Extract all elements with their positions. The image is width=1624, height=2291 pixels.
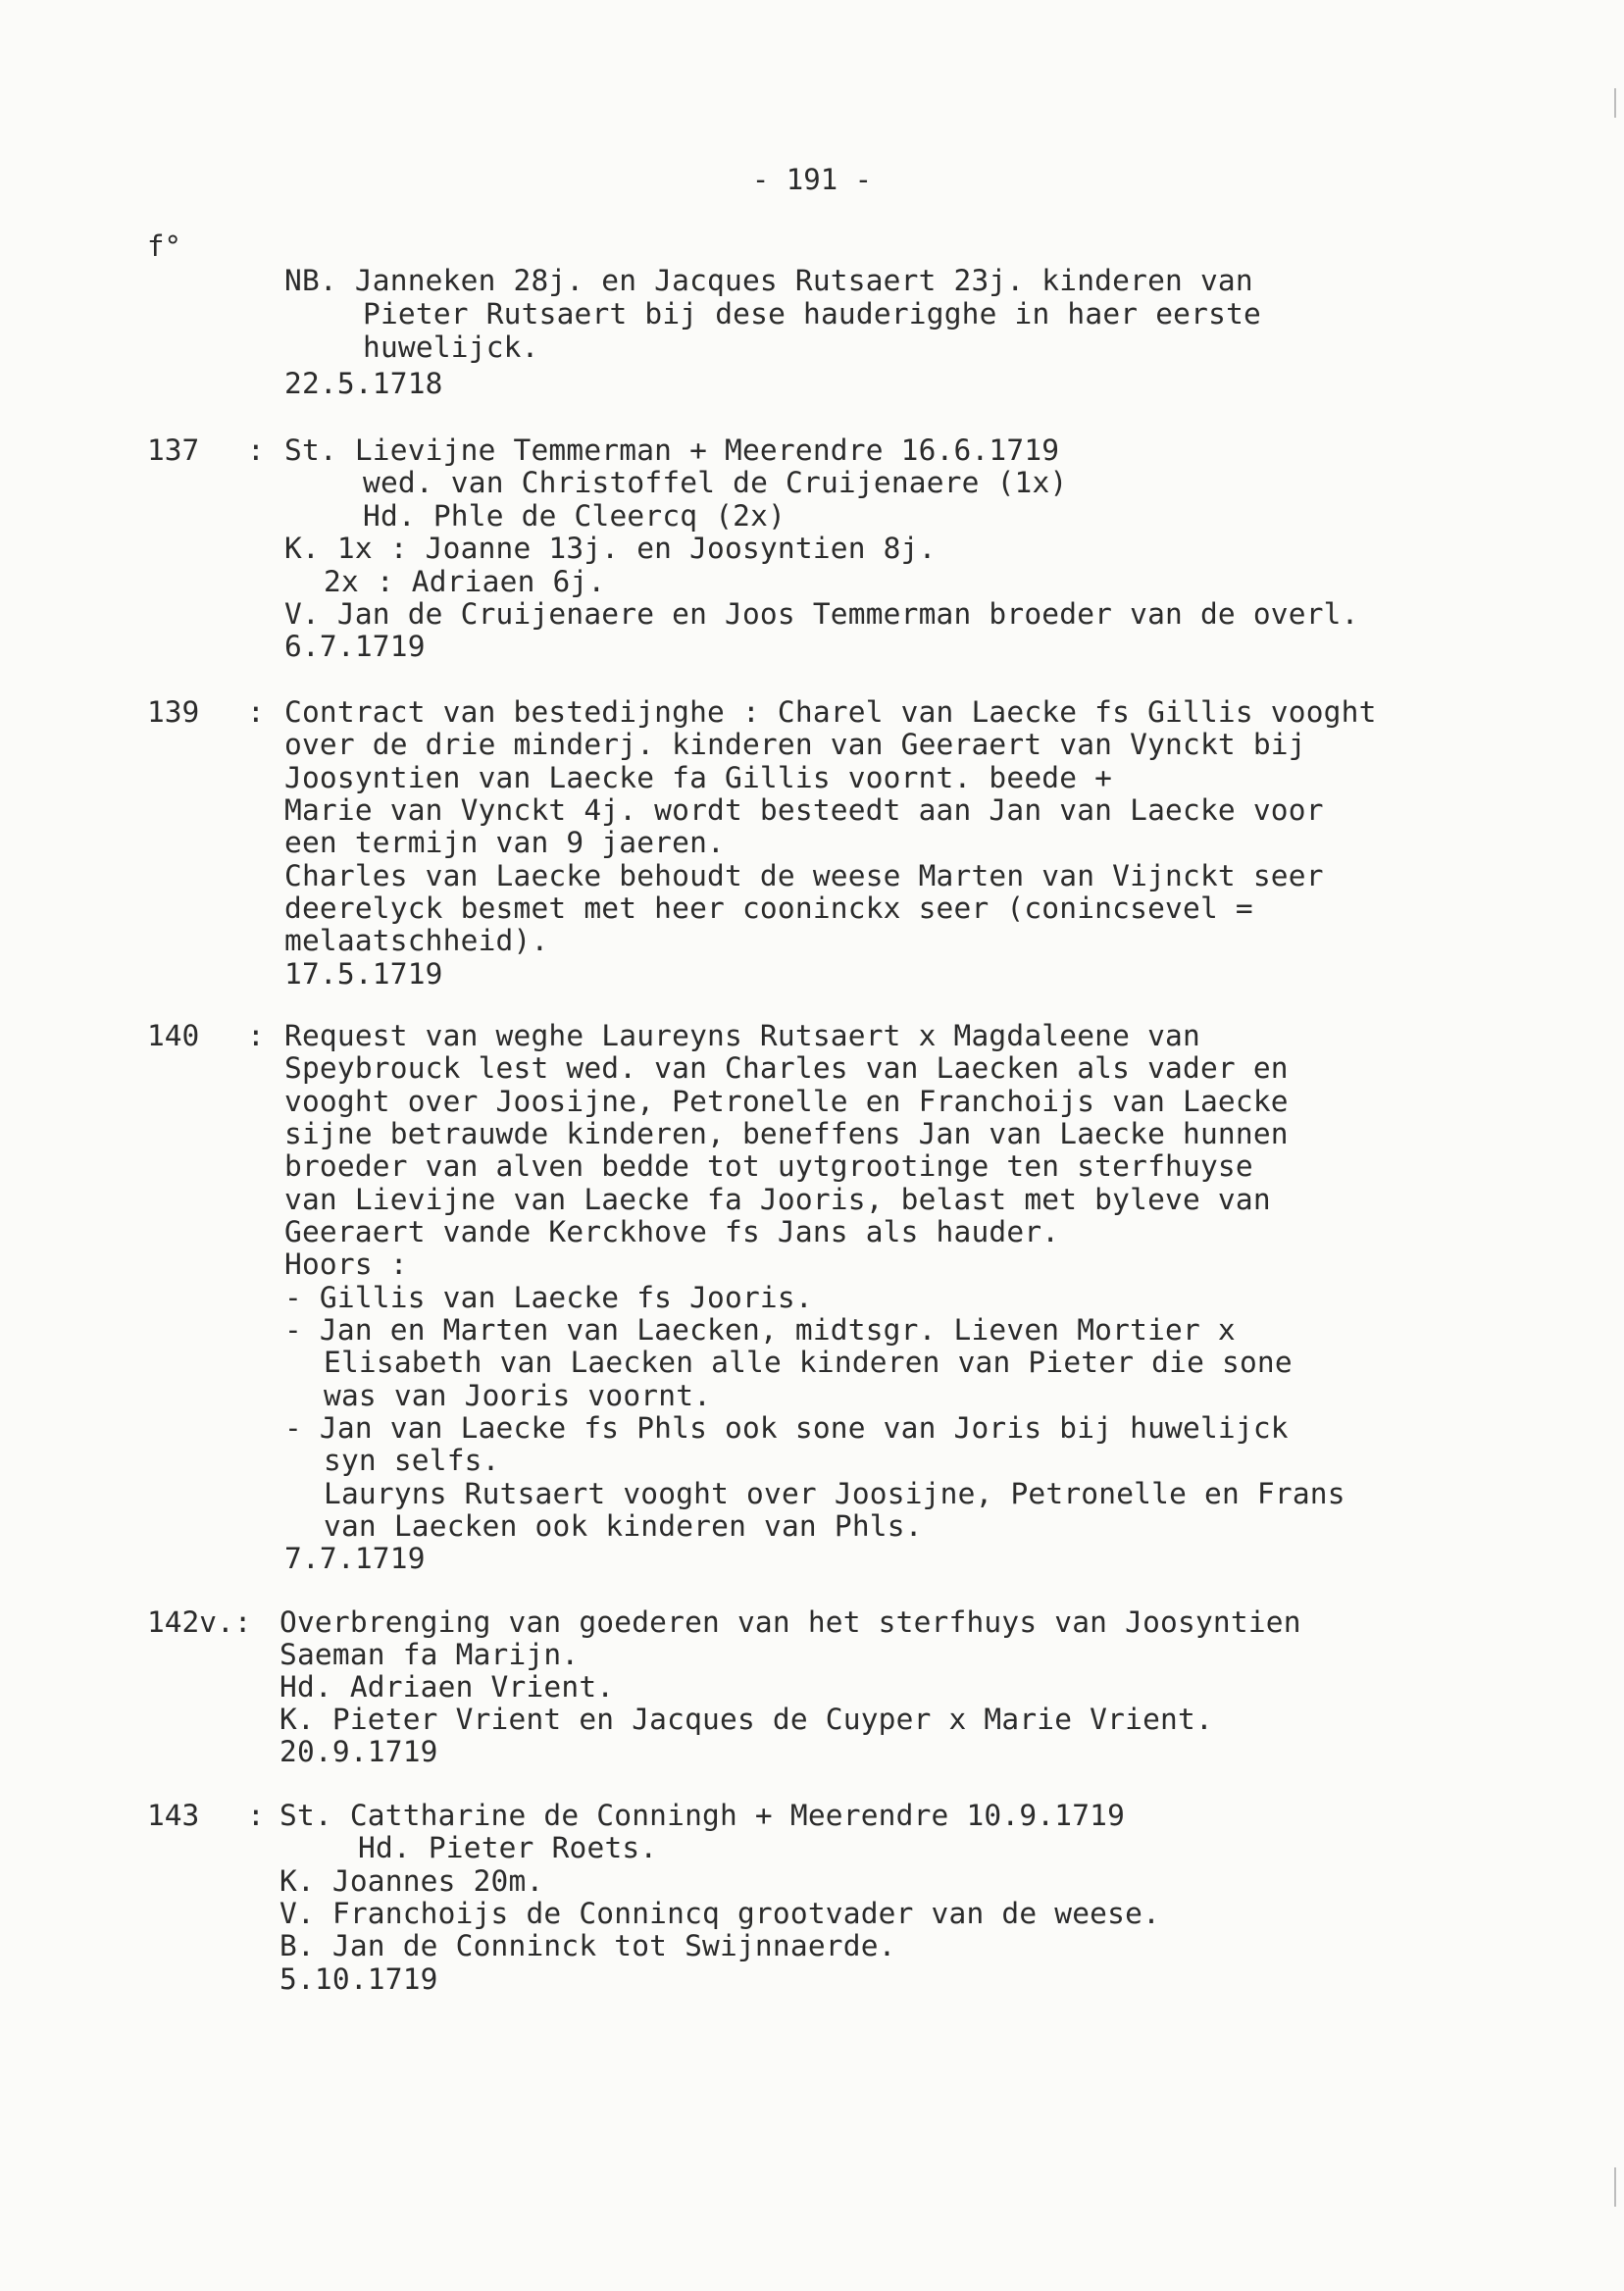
entry-line: Geeraert vande Kerckhove fs Jans als hauder. bbox=[284, 1215, 1060, 1248]
entry-line: K. 1x : Joanne 13j. en Joosyntien 8j. bbox=[284, 532, 937, 565]
scan-edge-mark bbox=[1614, 2167, 1616, 2207]
scan-edge-mark bbox=[1614, 88, 1616, 118]
entry-line: van Lievijne van Laecke fa Jooris, belast met byleve van bbox=[284, 1183, 1271, 1216]
entry-line: St. Cattharine de Conningh + Meerendre 10.9.1719 bbox=[279, 1799, 1126, 1832]
entry-line: 17.5.1719 bbox=[284, 957, 443, 991]
entry-line: Request van weghe Laureyns Rutsaert x Magdaleene van bbox=[284, 1019, 1200, 1052]
entry-number: 140 bbox=[147, 1019, 200, 1052]
entry-line: Saeman fa Marijn. bbox=[279, 1638, 580, 1671]
entry-line: Hoors : bbox=[284, 1247, 408, 1281]
entry-line: Hd. Phle de Cleercq (2x) bbox=[363, 499, 787, 533]
entry-line: 22.5.1718 bbox=[284, 367, 443, 400]
entry-line: - Gillis van Laecke fs Jooris. bbox=[284, 1281, 813, 1314]
entry-line: 5.10.1719 bbox=[279, 1962, 438, 1996]
entry-line: Hd. Adriaen Vrient. bbox=[279, 1670, 615, 1704]
entry-line: wed. van Christoffel de Cruijenaere (1x) bbox=[363, 466, 1068, 499]
folio-mark: f° bbox=[147, 229, 181, 263]
entry-line: B. Jan de Conninck tot Swijnnaerde. bbox=[279, 1929, 896, 1962]
entry-line: K. Pieter Vrient en Jacques de Cuyper x Marie Vrient. bbox=[279, 1703, 1213, 1736]
entry-line: St. Lievijne Temmerman + Meerendre 16.6.1719 bbox=[284, 433, 1060, 467]
page-number: - 191 - bbox=[751, 163, 873, 196]
entry-line: - Jan en Marten van Laecken, midtsgr. Lieven Mortier x bbox=[284, 1313, 1236, 1347]
entry-line: Speybrouck lest wed. van Charles van Laecken als vader en bbox=[284, 1051, 1289, 1085]
entry-line: Pieter Rutsaert bij dese hauderigghe in haer eerste bbox=[363, 297, 1261, 331]
entry-line: 2x : Adriaen 6j. bbox=[324, 565, 606, 598]
entry-line: Overbrenging van goederen van het sterfhuys van Joosyntien bbox=[279, 1605, 1301, 1639]
entry-line: over de drie minderj. kinderen van Geeraert van Vynckt bij bbox=[284, 728, 1306, 761]
entry-line: V. Franchoijs de Connincq grootvader van de weese. bbox=[279, 1897, 1161, 1930]
entry-line: Hd. Pieter Roets. bbox=[358, 1831, 658, 1864]
entry-number: 139 bbox=[147, 695, 200, 729]
entry-separator: : bbox=[247, 1019, 265, 1052]
entry-separator: : bbox=[247, 695, 265, 729]
entry-line: sijne betrauwde kinderen, beneffens Jan van Laecke hunnen bbox=[284, 1117, 1289, 1150]
entry-number: 143 bbox=[147, 1799, 200, 1832]
entry-line: huwelijck. bbox=[363, 331, 539, 364]
entry-line: melaatschheid). bbox=[284, 924, 549, 957]
entry-line: V. Jan de Cruijenaere en Joos Temmerman broeder van de overl. bbox=[284, 597, 1359, 631]
entry-line: 6.7.1719 bbox=[284, 630, 426, 663]
entry-line: Elisabeth van Laecken alle kinderen van Pieter die sone bbox=[324, 1346, 1293, 1379]
entry-line: broeder van alven bedde tot uytgrootinge ten sterfhuyse bbox=[284, 1149, 1253, 1183]
entry-line: vooght over Joosijne, Petronelle en Franchoijs van Laecke bbox=[284, 1085, 1289, 1118]
entry-line: syn selfs. bbox=[324, 1444, 500, 1477]
entry-line: K. Joannes 20m. bbox=[279, 1864, 544, 1898]
entry-line: Contract van bestedijnghe : Charel van Laecke fs Gillis vooght bbox=[284, 695, 1377, 729]
entry-line: 20.9.1719 bbox=[279, 1735, 438, 1768]
entry-line: Charles van Laecke behoudt de weese Marten van Vijnckt seer bbox=[284, 859, 1324, 892]
entry-line: Marie van Vynckt 4j. wordt besteedt aan Jan van Laecke voor bbox=[284, 793, 1324, 827]
entry-number: 137 bbox=[147, 433, 200, 467]
entry-line: van Laecken ook kinderen van Phls. bbox=[324, 1509, 923, 1543]
entry-number: 142v.: bbox=[147, 1605, 252, 1639]
entry-line: Lauryns Rutsaert vooght over Joosijne, Petronelle en Frans bbox=[324, 1477, 1345, 1510]
entry-line: - Jan van Laecke fs Phls ook sone van Joris bij huwelijck bbox=[284, 1411, 1289, 1445]
entry-line: Joosyntien van Laecke fa Gillis voornt. beede + bbox=[284, 761, 1113, 794]
entry-line: NB. Janneken 28j. en Jacques Rutsaert 23j. kinderen van bbox=[284, 264, 1253, 297]
entry-line: 7.7.1719 bbox=[284, 1542, 426, 1575]
entry-line: was van Jooris voornt. bbox=[324, 1379, 712, 1412]
entry-line: deerelyck besmet met heer cooninckx seer (conincsevel = bbox=[284, 891, 1253, 925]
entry-separator: : bbox=[247, 433, 265, 467]
entry-line: een termijn van 9 jaeren. bbox=[284, 826, 726, 859]
entry-separator: : bbox=[247, 1799, 265, 1832]
